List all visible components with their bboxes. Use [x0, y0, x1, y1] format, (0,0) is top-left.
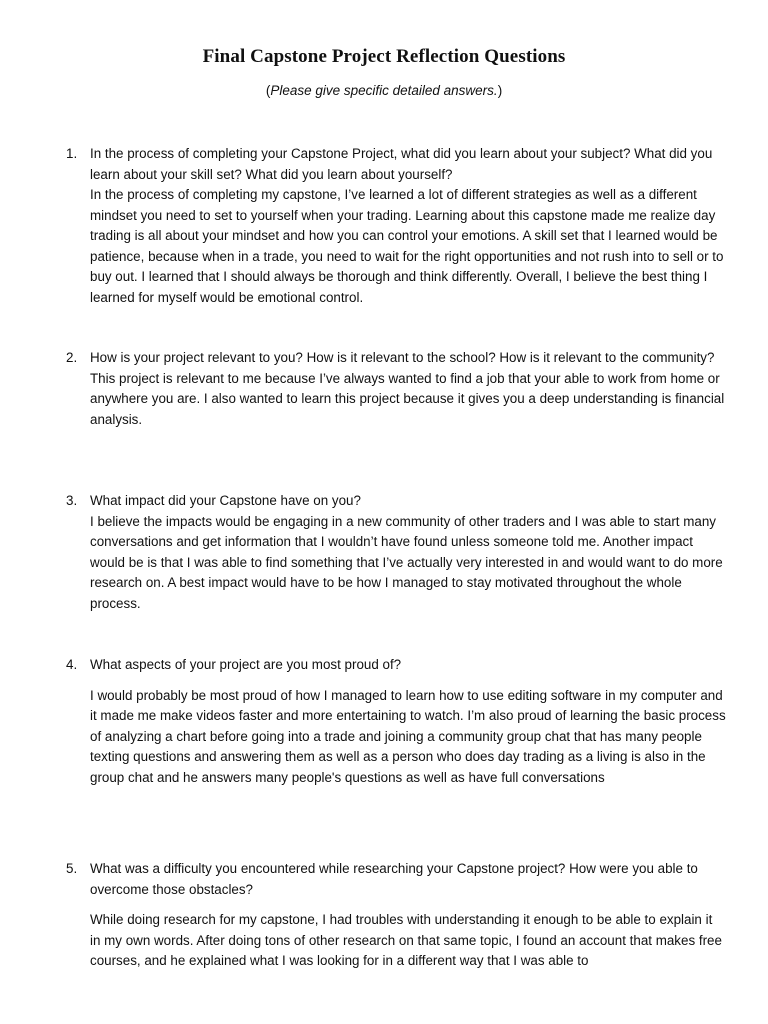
document-title: Final Capstone Project Reflection Questions — [202, 46, 566, 67]
question-block-1 — [66, 144, 726, 308]
question-number: 1. — [66, 146, 78, 161]
question-block-4 — [66, 655, 726, 788]
question-block-5 — [66, 859, 726, 972]
subtitle-open-paren: ( — [265, 83, 271, 98]
question-text: What aspects of your project are you most proud of? — [90, 657, 402, 672]
question-text: In the process of completing your Capstone Project, what did you learn about your subject? What did you learn about your skill set? What did you learn about yourself? — [90, 146, 713, 182]
question-text: What impact did your Capstone have on you? — [90, 493, 361, 508]
answer-text: I would probably be most proud of how I managed to learn how to use editing software in my computer and it made me make videos faster and more entertaining to watch. I’m also proud of learning the basic process of analyzing a chart before going into a trade and joining a community group chat that has many people texting questions and answering them as well as a person who does day trading as a living is also in the group chat and he answers many people's questions as well as have full conversations — [90, 687, 726, 785]
question-number: 5. — [66, 861, 78, 876]
subtitle-close-paren: ) — [497, 83, 503, 98]
question-block-3 — [66, 491, 726, 614]
answer-text: This project is relevant to me because I’ve always wanted to find a job that your able to work from home or anywhere you are. I also wanted to learn this project because it gives you a deep understanding is financial analysis. — [90, 370, 725, 427]
subtitle-instruction: Please give specific detailed answers. — [270, 83, 498, 98]
answer-text: In the process of completing my capstone, I’ve learned a lot of different strategies as well as a different mindset you need to set to yourself when your trading. Learning about this capstone made me realize day trading is all about your mindset and how you can control your emotions. A skill set that I learned would be patience, because when in a trade, you need to wait for the right opportunities and not rush into to sell or to buy out. I learned that I should always be thorough and think differently. Overall, I believe the best thing I learned for myself would be emotional control. — [90, 187, 724, 305]
question-number: 4. — [66, 657, 78, 672]
question-text: How is your project relevant to you? How is it relevant to the school? How is it relevant to the community? — [90, 350, 715, 365]
question-number: 2. — [66, 350, 78, 365]
answer-text: While doing research for my capstone, I had troubles with understanding it enough to be able to explain it in my own words. After doing tons of other research on that same topic, I found an account that makes free courses, and he explained what I was looking for in a different way that I was able to — [90, 912, 722, 968]
question-block-2 — [66, 348, 726, 430]
document-subtitle — [0, 83, 768, 98]
question-number: 3. — [66, 493, 78, 508]
answer-text: I believe the impacts would be engaging in a new community of other traders and I was able to start many conversations and get information that I wouldn’t have found unless someone told me. Another impact would be is that I was able to find something that I’ve actually very interested in and would want to do more research on. A best impact would have to be how I managed to stay motivated throughout the whole process. — [90, 513, 723, 611]
question-text: What was a difficulty you encountered while researching your Capstone project? How were you able to overcome those obstacles? — [90, 861, 698, 897]
